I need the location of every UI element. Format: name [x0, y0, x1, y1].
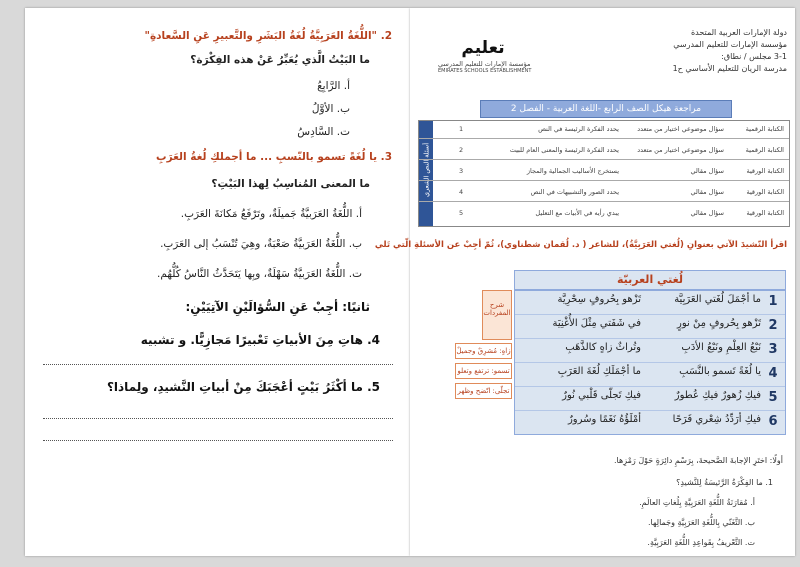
q2-question: ما البَيْتُ الَّذي يُعَبِّرُ عَنْ هذه الفِكْرَة؟ [190, 54, 370, 66]
q2-option-b[interactable]: ب. الأوَّلُ [311, 103, 350, 115]
q1-option-b[interactable]: ب. التَّغَنّي بِاللُّغَةِ العَرَبِيَّةِ وجَمالِها. [648, 518, 755, 527]
structure-table [418, 120, 790, 227]
q4: 4. هاتِ مِنَ الأبياتِ تَعْبيرًا مَجازِيًّا. و تشبيه [140, 333, 380, 347]
q2-option-c[interactable]: ت. السَّادِسُ [297, 126, 350, 138]
verse-row: 6 فيكِ أرَدِّدُ شِعْري فَرَحًاأمْلَؤُهُ نَغَمًا وسُرورٌ [567, 414, 778, 429]
vocab-item: تجلّى: اتّضح وظهر [455, 383, 512, 399]
verse-row: 4 يا لُغَةً تَسمو بالنَّسَبِما أجْمَلَكِ لُغَةَ العَرَبِ [515, 363, 785, 387]
verse-row: 2 تَزْهو بِحُروفٍ مِنْ نورٍفي شَفَتي مِثْلَ الأُغْنِيَة [515, 315, 785, 339]
table-row: 3 يستخرج الأساليب الجمالية والمجاز سؤال مقالي الكتابة الورقية [419, 163, 789, 181]
vocab-item: تسمو: ترتفع وتعلو [455, 363, 512, 379]
verse-row: 3 نَبْعُ العِلْمِ ونَبْعُ الأدَبِوتُراثٌ زاهٍ كالذَّهَبِ [515, 339, 785, 363]
school-header [673, 28, 787, 73]
banner: مراجعة هيكل الصف الرابع -اللغة العربية - الفصل 2 [480, 100, 732, 118]
vocab-item: زاهٍ: مُشرِقٌ وجميلٌ [455, 343, 512, 359]
poem-title: لُغتي العربيّة [514, 270, 786, 290]
table-row: 4 يحدد الصور والتشبيهات في النص سؤال مقالي الكتابة الورقية [419, 184, 789, 202]
logo-subtitle-en: EMIRATES SCHOOLS ESTABLISHMENT [438, 68, 532, 74]
left-page [25, 8, 410, 556]
table-side-label: أسئلة النص الشعري [419, 121, 433, 226]
q3-option-b[interactable]: ب. اللُّغَةُ العَرَبيَّةُ صَعْبَةٌ، وهِيَ تُنْسَبُ إلى العَرَبِ. [160, 238, 362, 250]
verse-row: 1 ما أجْمَلَ لُغَتي العَرَبِيَّةتَزْهو بِحُروفٍ سِحْرِيَّة [515, 291, 785, 315]
q3-option-c[interactable]: ت. اللُّغَةُ العَرَبيَّةُ سَهْلَةٌ، وبِها يَتَحَدَّثُ النَّاسُ كُلُّهُم. [157, 268, 362, 280]
header-line: مؤسسة الإمارات للتعليم المدرسي [673, 40, 787, 49]
header-line: دولة الإمارات العربية المتحدة [690, 28, 787, 37]
q1-option-a[interactable]: أ. مُقارَنَةُ اللُّغَةِ العَرَبِيَّةِ بِلُغاتِ العالَمِ. [639, 498, 755, 507]
table-row: 2 يحدد الفكرة الرئيسة والمعنى العام للبيت سؤال موضوعي اختيار من متعدد الكتابة الرقمية [419, 142, 789, 160]
table-row: 5 يبدي رأيه في الأبيات مع التعليل سؤال مقالي الكتابة الورقية [459, 209, 784, 217]
q1-question: 1. ما الفِكْرَةُ الرَّئيسَةُ لِلنَّشيدِ؟ [676, 478, 773, 487]
logo-text: تعليم [461, 38, 505, 58]
header-line: مدرسة الريان للتعليم الأساسي ح1 [672, 64, 787, 73]
logo [438, 38, 532, 74]
answer-line[interactable] [43, 418, 393, 419]
header-line: 3-1 مجلس / نطاق: [721, 52, 787, 61]
q5: 5. ما أكْثَرُ بَيْتٍ أعْجَبَكَ مِنْ أبياتِ النَّشيدِ، ولِماذا؟ [106, 380, 380, 394]
poem-table [514, 290, 786, 435]
q2-title: 2. "اللُّغَةُ العَرَبِيَّةُ لُغَةُ البَشَرِ والتَّعبيرِ عَنِ السَّعادةِ" [144, 30, 392, 42]
section1-title: أولًا: اختَرِ الإجابةَ الصَّحيحةَ، بِرَسْمِ دائِرَةٍ حَوْلَ رَمْزِها. [614, 456, 783, 465]
q3-question: ما المعنى المُناسِبُ لِهذا البَيْتِ؟ [211, 178, 370, 190]
section2-title: ثانيًا: أجِبْ عَنِ السُّؤالَيْنِ الآتِيَيْنِ: [185, 300, 370, 314]
right-page [374, 8, 795, 556]
instruction: اقرأ النّشيدَ الآتي بعنوانِ (لُغتي العَرَبِيَّةُ)، للشاعر ( د. لُقمان شطناوي)، ثُمّ أجِبْ عن الأسئلةِ الّتي تَلي [374, 240, 787, 250]
q2-option-a[interactable]: أ. الرَّابِعُ [317, 80, 350, 92]
q1-option-c[interactable]: ت. التَّعْريفُ بِقَواعِدِ اللُّغَةِ العَرَبِيَّةِ. [647, 538, 755, 547]
answer-line[interactable] [43, 440, 393, 441]
table-row: 1 يحدد الفكرة الرئيسة في النص سؤال موضوعي اختيار من متعدد الكتابة الرقمية [419, 121, 789, 139]
q3-title: 3. يا لُغَةً تسمو بالنّسبِ ... ما أجملكِ لُغةُ العَرَبِ [156, 151, 392, 163]
q3-option-a[interactable]: أ. اللُّغَةُ العَرَبيَّةُ جَميلَةٌ، وتَرْفَعُ مَكانَةَ العَرَبِ. [180, 208, 362, 220]
logo-subtitle: مؤسسة الإمارات للتعليم المدرسي [438, 60, 531, 68]
vocab-label: شرح المفردات [482, 290, 512, 340]
verse-row: 5 فيكِ زُهورٌ فيكِ عُطورٌفيكِ تَجلّى قَلْبي نُورٌ [515, 387, 785, 411]
answer-line[interactable] [43, 364, 393, 365]
